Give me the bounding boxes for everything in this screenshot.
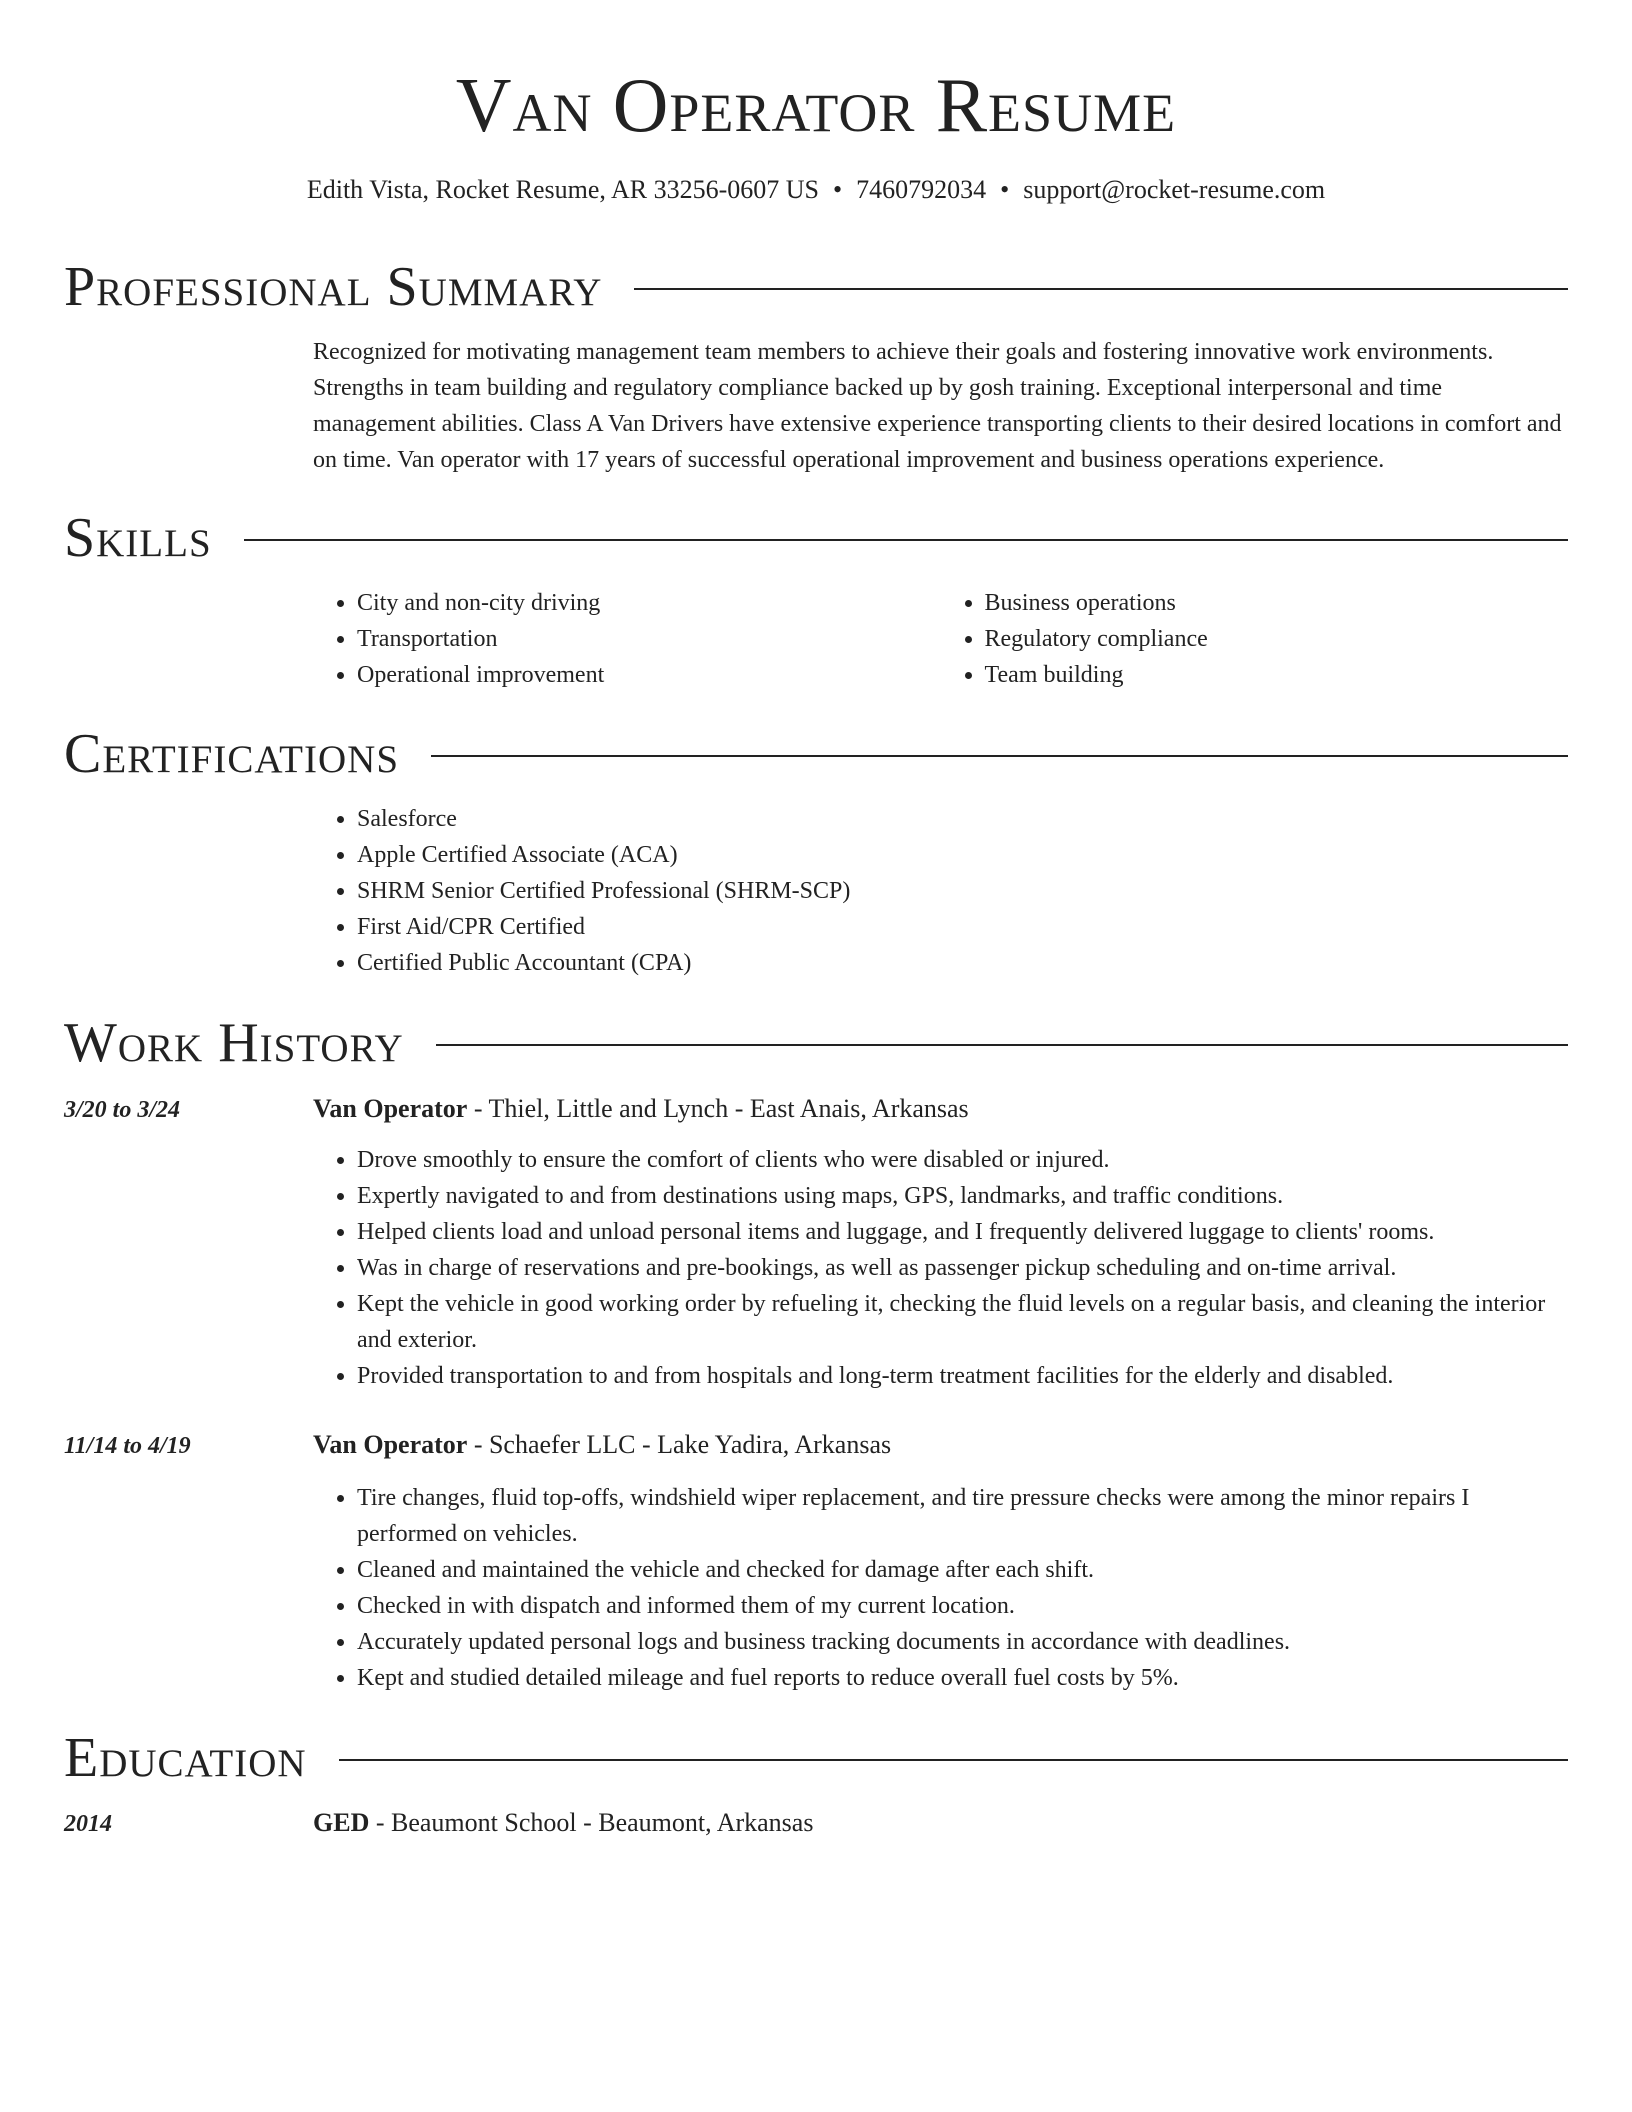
skills-section-header — [64, 506, 1568, 570]
list-item: • Kept and studied detailed mileage and fuel reports to reduce overall fuel costs by 5%. — [357, 1660, 1568, 1696]
list-item: • Helped clients load and unload personal items and luggage, and I frequently delivered luggage to clients' rooms. — [357, 1214, 1568, 1250]
skills-list-left — [313, 585, 941, 693]
page-title: Van Operator Resume — [455, 62, 1177, 148]
work-history-section-header — [64, 1011, 1568, 1075]
job-title: Van Operator — [313, 1430, 468, 1459]
education-year: 2014 — [64, 1811, 112, 1837]
list-item: • Cleaned and maintained the vehicle and checked for damage after each shift. — [357, 1552, 1568, 1588]
contact-separator: • — [1000, 175, 1010, 204]
contact-line — [0, 172, 1632, 208]
list-item: • Certified Public Accountant (CPA) — [357, 945, 1568, 981]
list-item: • Apple Certified Associate (ACA) — [357, 837, 1568, 873]
section-divider — [431, 755, 1568, 757]
list-item: • Business operations — [985, 585, 1569, 621]
work-history-heading: Work History — [64, 1012, 404, 1074]
list-item: • SHRM Senior Certified Professional (SHRM-SCP) — [357, 873, 1568, 909]
contact-address: Edith Vista, Rocket Resume, AR 33256-0607 US — [306, 175, 820, 204]
education-details: - Beaumont School - Beaumont, Arkansas — [369, 1808, 814, 1837]
job-role-line — [313, 1091, 1568, 1127]
summary-section — [313, 334, 1568, 478]
job-entry — [313, 1427, 1568, 1696]
list-item: • Operational improvement — [357, 657, 941, 693]
list-item: • Drove smoothly to ensure the comfort of clients who were disabled or injured. — [357, 1142, 1568, 1178]
summary-heading: Professional Summary — [64, 256, 603, 318]
list-item: • Accurately updated personal logs and business tracking documents in accordance with deadlines. — [357, 1624, 1568, 1660]
certifications-section-header — [64, 722, 1568, 786]
summary-text: Recognized for motivating management team members to achieve their goals and fostering innovative work environments. Strengths in team building and regulatory compliance backed up by gosh training. Exceptional interpersonal and time management abilities. Class A Van Drivers have extensive experience transporting clients to their desired locations in comfort and on time. Van operator with 17 years of successful operational improvement and business operations experience. — [313, 339, 1562, 473]
section-divider — [339, 1759, 1568, 1761]
list-item: • Provided transportation to and from hospitals and long-term treatment facilities for the elderly and disabled. — [357, 1358, 1568, 1394]
contact-phone: 7460792034 — [856, 175, 987, 204]
list-item: • Expertly navigated to and from destinations using maps, GPS, landmarks, and traffic conditions. — [357, 1178, 1568, 1214]
education-section-header — [64, 1726, 1568, 1790]
list-item: • Team building — [985, 657, 1569, 693]
contact-email: support@rocket-resume.com — [1023, 175, 1326, 204]
section-divider — [244, 539, 1568, 541]
certifications-heading: Certifications — [64, 723, 400, 785]
list-item: • City and non-city driving — [357, 585, 941, 621]
list-item: • Regulatory compliance — [985, 621, 1569, 657]
skills-heading: Skills — [64, 507, 212, 569]
section-divider — [634, 288, 1568, 290]
job-details: - Schaefer LLC - Lake Yadira, Arkansas — [467, 1430, 892, 1459]
list-item: • Was in charge of reservations and pre-bookings, as well as passenger pickup scheduling and on-time arrival. — [357, 1250, 1568, 1286]
section-divider — [436, 1044, 1568, 1046]
list-item: • Checked in with dispatch and informed them of my current location. — [357, 1588, 1568, 1624]
education-line — [313, 1805, 1568, 1841]
job-entry — [313, 1091, 1568, 1394]
summary-section-header — [64, 255, 1568, 319]
list-item: • Kept the vehicle in good working order by refueling it, checking the fluid levels on a regular basis, and cleaning the interior and exterior. — [357, 1286, 1568, 1358]
list-item: • Tire changes, fluid top-offs, windshield wiper replacement, and tire pressure checks were among the minor repairs I performed on vehicles. — [357, 1480, 1568, 1552]
job-dates: 3/20 to 3/24 — [64, 1097, 181, 1123]
job-role-line — [313, 1427, 1568, 1463]
education-entry — [313, 1805, 1568, 1841]
contact-separator: • — [833, 175, 843, 204]
certifications-section — [313, 801, 1568, 981]
certifications-list — [313, 801, 1568, 981]
education-degree: GED — [313, 1808, 370, 1837]
list-item: • Salesforce — [357, 801, 1568, 837]
list-item: • Transportation — [357, 621, 941, 657]
list-item: • First Aid/CPR Certified — [357, 909, 1568, 945]
job-dates: 11/14 to 4/19 — [64, 1433, 191, 1459]
skills-section — [313, 585, 1568, 693]
skills-list-right — [941, 585, 1569, 693]
job-title: Van Operator — [313, 1094, 468, 1123]
education-heading: Education — [64, 1727, 307, 1789]
job-bullets — [313, 1142, 1568, 1394]
job-details: - Thiel, Little and Lynch - East Anais, Arkansas — [467, 1094, 969, 1123]
job-bullets — [313, 1480, 1568, 1696]
